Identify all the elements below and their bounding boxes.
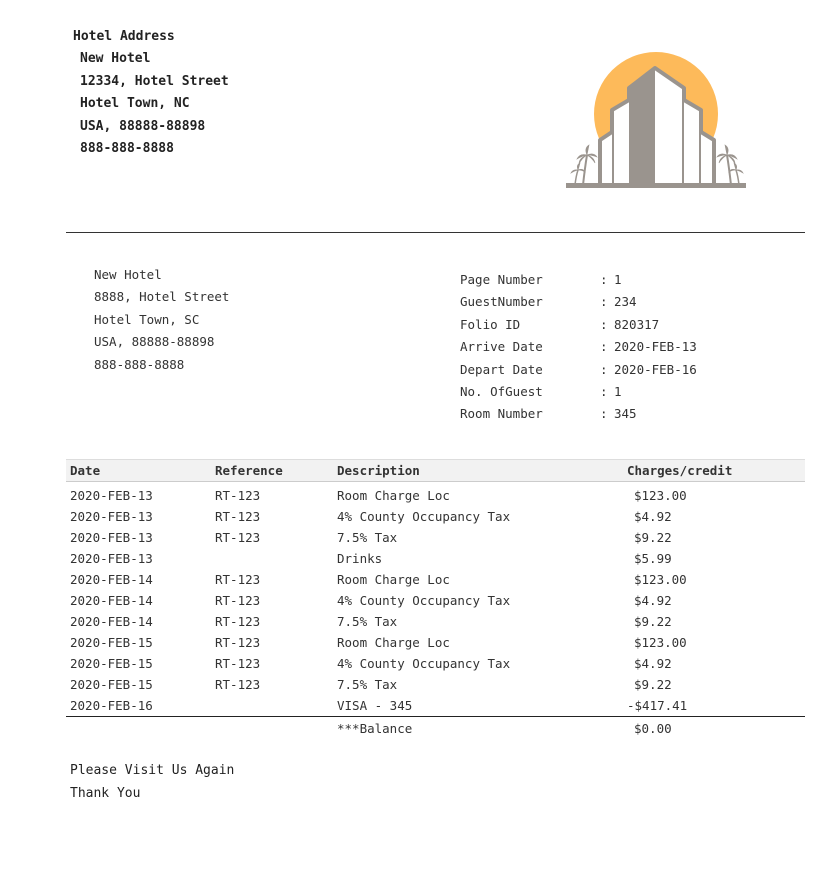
folio-value: 2020-FEB-13: [614, 339, 697, 355]
guest-address-line: 888-888-8888: [94, 356, 185, 372]
cell-amount: -$417.41: [627, 698, 688, 713]
folio-value: 345: [614, 406, 637, 422]
cell-amount: $9.22: [634, 530, 672, 545]
hotel-address-line: New Hotel: [80, 51, 151, 67]
table-row: [66, 590, 805, 611]
cell-reference: [211, 548, 333, 569]
column-header-charges-credit: Charges/credit: [623, 460, 805, 482]
table-row: [66, 569, 805, 590]
cell-empty: [66, 717, 211, 740]
folio-separator: :: [600, 406, 608, 422]
cell-amount: $5.99: [634, 551, 672, 566]
cell-description: Room Charge Loc: [337, 635, 450, 650]
table-row: [66, 527, 805, 548]
cell-reference: RT-123: [215, 593, 261, 608]
folio-separator: :: [600, 361, 608, 377]
closing-line: Thank You: [70, 786, 141, 801]
folio-separator: :: [600, 384, 608, 400]
hotel-address-line: 12334, Hotel Street: [80, 73, 229, 89]
cell-reference: RT-123: [215, 656, 261, 671]
closing-message: [70, 759, 234, 805]
column-header-reference: Reference: [211, 460, 333, 482]
table-row: [66, 674, 805, 695]
cell-reference: RT-123: [215, 677, 261, 692]
folio-value: 820317: [614, 316, 660, 332]
folio-separator: :: [600, 294, 608, 310]
table-row: [66, 506, 805, 527]
guest-address-line: Hotel Town, SC: [94, 311, 200, 327]
column-header-date: Date: [66, 460, 211, 482]
folio-label: GuestNumber: [460, 294, 543, 310]
cell-description: 7.5% Tax: [337, 614, 398, 629]
cell-reference: RT-123: [215, 509, 261, 524]
hotel-address-line: Hotel Town, NC: [80, 96, 190, 112]
folio-value: 234: [614, 294, 637, 310]
cell-description: 4% County Occupancy Tax: [337, 593, 511, 608]
table-row: [66, 653, 805, 674]
table-row: [66, 611, 805, 632]
cell-description: 7.5% Tax: [337, 530, 398, 545]
cell-amount: $123.00: [634, 488, 687, 503]
table-row: [66, 482, 805, 507]
folio-row-depart-date: [460, 359, 697, 381]
cell-date: 2020-FEB-13: [70, 488, 153, 503]
cell-amount: $9.22: [634, 614, 672, 629]
table-row: [66, 632, 805, 653]
guest-address-line: New Hotel: [94, 267, 162, 282]
folio-info-block: [460, 269, 697, 426]
guest-address-line: 8888, Hotel Street: [94, 289, 230, 305]
cell-description: Room Charge Loc: [337, 488, 450, 503]
folio-label: Arrive Date: [460, 339, 543, 355]
cell-description: 7.5% Tax: [337, 677, 398, 692]
cell-empty: [211, 717, 333, 740]
table-row: [66, 548, 805, 569]
cell-reference: RT-123: [215, 530, 261, 545]
cell-date: 2020-FEB-13: [70, 551, 153, 566]
cell-date: 2020-FEB-14: [70, 593, 153, 608]
folio-row-arrive-date: [460, 336, 697, 358]
cell-reference: [211, 695, 333, 717]
header-divider: [66, 232, 805, 233]
balance-row: [66, 717, 805, 740]
folio-row-room-number: [460, 403, 697, 425]
folio-separator: :: [600, 272, 608, 287]
cell-amount: $4.92: [634, 656, 672, 671]
cell-date: 2020-FEB-16: [70, 698, 153, 713]
cell-description: Room Charge Loc: [337, 572, 450, 587]
folio-separator: :: [600, 316, 608, 332]
folio-value: 2020-FEB-16: [614, 361, 697, 377]
cell-date: 2020-FEB-13: [70, 509, 153, 524]
cell-date: 2020-FEB-13: [70, 530, 153, 545]
guest-address-line: USA, 88888-88898: [94, 334, 215, 350]
cell-amount: $4.92: [634, 593, 672, 608]
cell-date: 2020-FEB-14: [70, 614, 153, 629]
cell-amount: $4.92: [634, 509, 672, 524]
folio-row-guest-number: [460, 291, 697, 313]
folio-row-number-of-guests: [460, 381, 697, 403]
folio-value: 1: [614, 384, 622, 400]
table-header-row: [66, 460, 805, 482]
cell-reference: RT-123: [215, 488, 261, 503]
cell-date: 2020-FEB-15: [70, 635, 153, 650]
folio-label: No. OfGuest: [460, 384, 543, 400]
cell-date: 2020-FEB-15: [70, 656, 153, 671]
column-header-description: Description: [333, 460, 623, 482]
cell-date: 2020-FEB-14: [70, 572, 153, 587]
hotel-address-heading: Hotel Address: [73, 29, 175, 44]
cell-reference: RT-123: [215, 572, 261, 587]
cell-date: 2020-FEB-15: [70, 677, 153, 692]
folio-label: Room Number: [460, 406, 543, 422]
hotel-address-line: 888-888-8888: [80, 141, 174, 157]
folio-label: Folio ID: [460, 316, 521, 332]
cell-description: 4% County Occupancy Tax: [337, 509, 511, 524]
closing-line: Please Visit Us Again: [70, 763, 235, 778]
balance-amount: $0.00: [623, 717, 805, 740]
table-row: [66, 695, 805, 717]
cell-description: Drinks: [337, 551, 383, 566]
cell-amount: $9.22: [634, 677, 672, 692]
hotel-address-line: USA, 88888-88898: [80, 118, 206, 134]
folio-label: Depart Date: [460, 361, 543, 377]
hotel-address-block: [73, 26, 229, 160]
folio-label: Page Number: [460, 272, 543, 287]
cell-description: 4% County Occupancy Tax: [337, 656, 511, 671]
charges-table: [66, 459, 805, 739]
cell-reference: RT-123: [215, 635, 261, 650]
folio-row-page-number: [460, 269, 697, 291]
balance-label: ***Balance: [333, 717, 623, 740]
cell-description: VISA - 345: [337, 698, 413, 713]
cell-amount: $123.00: [634, 635, 687, 650]
folio-value: 1: [614, 272, 622, 287]
cell-reference: RT-123: [215, 614, 261, 629]
cell-amount: $123.00: [634, 572, 687, 587]
guest-address-block: [94, 264, 229, 376]
folio-row-folio-id: [460, 314, 697, 336]
hotel-building-icon: [563, 52, 751, 192]
folio-separator: :: [600, 339, 608, 355]
